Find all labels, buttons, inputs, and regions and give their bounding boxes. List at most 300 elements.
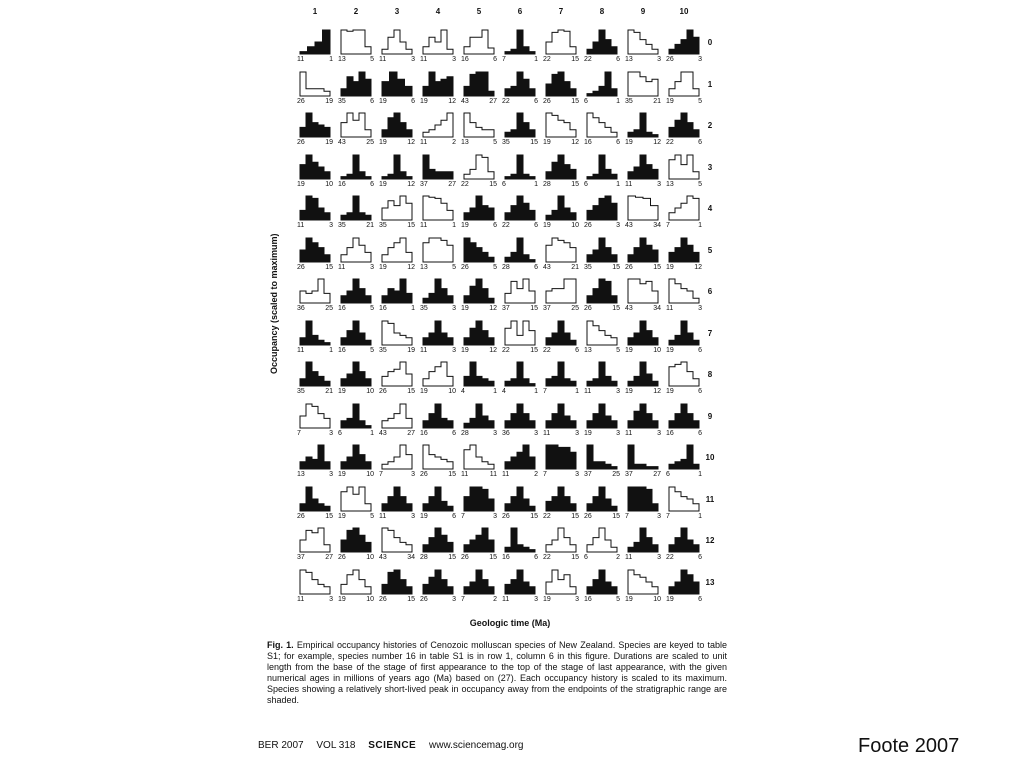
occupancy-history	[420, 277, 456, 312]
last-appearance-age: 3	[698, 56, 702, 63]
first-appearance-age: 22	[584, 56, 592, 63]
last-appearance-age: 3	[575, 595, 579, 603]
history-plot	[382, 568, 412, 594]
history-plot	[546, 111, 576, 137]
last-appearance-age: 27	[325, 554, 333, 561]
first-appearance-age: 19	[297, 180, 305, 188]
first-appearance-age: 6	[584, 180, 588, 188]
last-appearance-age: 1	[534, 388, 538, 395]
last-appearance-age: 15	[571, 512, 579, 520]
occupancy-history	[543, 277, 579, 312]
occupancy-history	[461, 319, 497, 354]
history-plot	[423, 402, 453, 428]
occupancy-history	[584, 443, 620, 478]
occupancy-history	[461, 194, 497, 229]
history-step-shaded	[341, 404, 371, 428]
history-plot	[341, 443, 371, 469]
occupancy-history	[379, 70, 415, 105]
history-plot	[382, 277, 412, 303]
history-plot	[628, 277, 658, 303]
history-plot	[505, 319, 535, 345]
history-plot	[300, 360, 330, 386]
history-plot	[382, 443, 412, 469]
last-appearance-age: 1	[698, 512, 702, 520]
occupancy-history	[584, 111, 620, 146]
history-step-shaded	[587, 570, 617, 594]
history-step	[341, 487, 371, 511]
last-appearance-age: 25	[612, 471, 620, 478]
history-plot	[300, 402, 330, 428]
history-plot	[382, 319, 412, 345]
last-appearance-age: 3	[616, 388, 620, 395]
first-appearance-age: 16	[338, 180, 346, 188]
last-appearance-age: 5	[370, 305, 374, 312]
history-plot	[669, 28, 699, 54]
last-appearance-age: 34	[653, 222, 661, 229]
first-appearance-age: 35	[338, 97, 346, 105]
history-step	[669, 487, 699, 511]
history-plot	[587, 360, 617, 386]
history-plot	[341, 236, 371, 262]
history-plot	[628, 28, 658, 54]
history-step	[382, 30, 412, 54]
history-plot	[505, 194, 535, 220]
column-number: 9	[640, 7, 646, 16]
history-step-shaded	[505, 238, 535, 262]
history-step-shaded	[300, 113, 330, 137]
history-plot	[464, 28, 494, 54]
history-step	[341, 30, 371, 54]
first-appearance-age: 7	[502, 56, 506, 63]
history-step-shaded	[423, 321, 453, 345]
first-appearance-age: 16	[584, 595, 592, 603]
history-step-shaded	[546, 487, 576, 511]
first-appearance-age: 7	[543, 471, 547, 478]
last-appearance-age: 10	[325, 180, 333, 188]
history-plot	[628, 360, 658, 386]
history-plot	[341, 568, 371, 594]
history-step-shaded	[300, 30, 330, 54]
first-appearance-age: 22	[666, 139, 674, 146]
history-step-shaded	[505, 445, 535, 469]
history-step	[628, 570, 658, 594]
history-plot	[341, 360, 371, 386]
first-appearance-age: 19	[379, 139, 387, 146]
last-appearance-age: 6	[698, 554, 702, 561]
history-step-shaded	[464, 238, 494, 262]
occupancy-history	[297, 485, 333, 520]
first-appearance-age: 13	[420, 263, 428, 271]
history-step	[587, 528, 617, 552]
history-step	[669, 196, 699, 220]
occupancy-history	[584, 236, 620, 271]
first-appearance-age: 26	[297, 97, 305, 105]
last-appearance-age: 25	[571, 305, 579, 312]
history-plot	[546, 153, 576, 179]
history-step-shaded	[423, 570, 453, 594]
history-step-shaded	[300, 238, 330, 262]
history-plot	[382, 28, 412, 54]
history-plot	[300, 70, 330, 96]
history-plot	[587, 277, 617, 303]
history-plot	[587, 236, 617, 262]
last-appearance-age: 12	[694, 263, 702, 271]
last-appearance-age: 5	[452, 263, 456, 271]
history-step	[464, 445, 494, 469]
history-plot	[464, 319, 494, 345]
last-appearance-age: 12	[407, 180, 415, 188]
occupancy-history	[379, 526, 415, 561]
occupancy-history	[584, 70, 620, 105]
history-plot	[505, 526, 535, 552]
history-plot	[546, 236, 576, 262]
history-step-shaded	[505, 72, 535, 96]
last-appearance-age: 1	[452, 222, 456, 229]
history-plot	[423, 526, 453, 552]
occupancy-history	[666, 277, 702, 312]
first-appearance-age: 6	[338, 429, 342, 437]
occupancy-history	[625, 402, 661, 437]
first-appearance-age: 36	[297, 305, 305, 312]
occupancy-history	[461, 153, 497, 188]
history-plot	[628, 402, 658, 428]
history-step-shaded	[546, 196, 576, 220]
first-appearance-age: 13	[584, 346, 592, 354]
history-plot	[423, 568, 453, 594]
last-appearance-age: 3	[411, 56, 415, 63]
occupancy-history	[543, 70, 579, 105]
history-step-shaded	[546, 362, 576, 386]
history-plot	[587, 319, 617, 345]
first-appearance-age: 19	[625, 388, 633, 395]
first-appearance-age: 19	[420, 512, 428, 520]
history-plot	[423, 485, 453, 511]
history-plot	[669, 70, 699, 96]
history-plot	[464, 277, 494, 303]
first-appearance-age: 11	[584, 388, 592, 395]
column-number: 8	[599, 7, 605, 16]
last-appearance-age: 12	[448, 97, 456, 105]
first-appearance-age: 6	[666, 471, 670, 478]
first-appearance-age: 22	[502, 97, 510, 105]
history-step	[464, 113, 494, 137]
history-plot	[587, 111, 617, 137]
occupancy-history	[420, 319, 456, 354]
first-appearance-age: 11	[461, 471, 469, 478]
column-number: 10	[679, 7, 689, 16]
occupancy-history	[666, 360, 702, 395]
last-appearance-age: 3	[657, 429, 661, 437]
last-appearance-age: 2	[616, 554, 620, 561]
first-appearance-age: 19	[338, 512, 346, 520]
row-number: 13	[705, 577, 715, 587]
first-appearance-age: 16	[666, 429, 674, 437]
first-appearance-age: 19	[338, 471, 346, 478]
history-plot	[464, 236, 494, 262]
first-appearance-age: 11	[420, 222, 428, 229]
first-appearance-age: 11	[420, 139, 428, 146]
last-appearance-age: 15	[489, 180, 497, 188]
occupancy-history	[625, 194, 661, 229]
history-plot	[423, 319, 453, 345]
first-appearance-age: 26	[461, 554, 469, 561]
history-step-shaded	[382, 72, 412, 96]
first-appearance-age: 19	[461, 222, 469, 229]
history-step-shaded	[587, 72, 617, 96]
occupancy-history	[502, 526, 538, 561]
occupancy-history	[543, 236, 579, 271]
occupancy-history	[338, 70, 374, 105]
history-plot	[423, 194, 453, 220]
first-appearance-age: 4	[502, 388, 506, 395]
occupancy-history	[543, 568, 579, 603]
occupancy-history	[625, 277, 661, 312]
first-appearance-age: 19	[379, 263, 387, 271]
first-appearance-age: 11	[420, 346, 428, 354]
history-plot	[382, 485, 412, 511]
first-appearance-age: 19	[379, 97, 387, 105]
row-number: 7	[707, 328, 713, 338]
figure-caption	[267, 640, 727, 706]
history-plot	[669, 360, 699, 386]
first-appearance-age: 4	[461, 388, 465, 395]
history-step-shaded	[505, 528, 535, 552]
history-plot	[382, 360, 412, 386]
occupancy-history	[625, 443, 661, 478]
occupancy-history	[338, 568, 374, 603]
history-plot	[628, 319, 658, 345]
occupancy-history	[420, 402, 456, 437]
occupancy-history	[666, 319, 702, 354]
history-plot	[341, 485, 371, 511]
history-plot	[423, 28, 453, 54]
history-plot	[505, 568, 535, 594]
last-appearance-age: 3	[370, 263, 374, 271]
history-plot	[300, 194, 330, 220]
occupancy-history	[338, 485, 374, 520]
history-plot	[382, 111, 412, 137]
history-plot	[546, 402, 576, 428]
last-appearance-age: 15	[612, 263, 620, 271]
occupancy-history	[297, 70, 333, 105]
first-appearance-age: 19	[666, 595, 674, 603]
history-plot	[628, 485, 658, 511]
occupancy-history	[543, 319, 579, 354]
last-appearance-age: 3	[452, 56, 456, 63]
first-appearance-age: 11	[338, 263, 346, 271]
occupancy-history	[338, 443, 374, 478]
column-number: 3	[394, 7, 400, 16]
history-plot	[546, 485, 576, 511]
history-plot	[300, 111, 330, 137]
first-appearance-age: 35	[584, 263, 592, 271]
footer-volume: VOL 318	[316, 740, 356, 751]
first-appearance-age: 26	[420, 595, 428, 603]
occupancy-history	[420, 568, 456, 603]
history-plot	[505, 360, 535, 386]
first-appearance-age: 19	[666, 388, 674, 395]
last-appearance-age: 10	[653, 346, 661, 354]
history-step	[300, 72, 330, 96]
occupancy-history	[297, 111, 333, 146]
occupancy-history	[502, 194, 538, 229]
history-step-shaded	[464, 528, 494, 552]
occupancy-history	[625, 111, 661, 146]
last-appearance-age: 3	[657, 180, 661, 188]
history-plot	[628, 111, 658, 137]
last-appearance-age: 1	[534, 56, 538, 63]
first-appearance-age: 26	[297, 263, 305, 271]
history-plot	[505, 402, 535, 428]
last-appearance-age: 3	[657, 512, 661, 520]
occupancy-history	[379, 443, 415, 478]
history-plot	[546, 28, 576, 54]
history-plot	[423, 277, 453, 303]
occupancy-history	[338, 153, 374, 188]
history-plot	[546, 443, 576, 469]
history-step-shaded	[464, 362, 494, 386]
history-step-shaded	[382, 570, 412, 594]
last-appearance-age: 3	[329, 222, 333, 229]
occupancy-history	[666, 568, 702, 603]
history-step	[464, 155, 494, 179]
history-plot	[546, 360, 576, 386]
history-plot	[669, 526, 699, 552]
history-plot	[341, 277, 371, 303]
first-appearance-age: 26	[379, 388, 387, 395]
occupancy-history	[379, 319, 415, 354]
first-appearance-age: 16	[584, 139, 592, 146]
last-appearance-age: 3	[329, 595, 333, 603]
history-step	[628, 279, 658, 303]
history-step-shaded	[505, 113, 535, 137]
history-step-shaded	[669, 404, 699, 428]
last-appearance-age: 27	[489, 97, 497, 105]
occupancy-history	[625, 526, 661, 561]
last-appearance-age: 12	[489, 305, 497, 312]
history-plot	[669, 443, 699, 469]
first-appearance-age: 43	[461, 97, 469, 105]
occupancy-history	[584, 402, 620, 437]
last-appearance-age: 15	[653, 263, 661, 271]
row-number: 5	[707, 245, 713, 255]
history-step	[669, 72, 699, 96]
last-appearance-age: 6	[616, 56, 620, 63]
history-plot	[587, 526, 617, 552]
occupancy-history	[666, 153, 702, 188]
history-plot	[341, 70, 371, 96]
last-appearance-age: 6	[534, 263, 538, 271]
history-step-shaded	[300, 155, 330, 179]
history-step-shaded	[669, 445, 699, 469]
first-appearance-age: 6	[584, 97, 588, 105]
occupancy-history	[420, 485, 456, 520]
last-appearance-age: 6	[452, 512, 456, 520]
occupancy-history	[379, 111, 415, 146]
last-appearance-age: 3	[452, 305, 456, 312]
figure-number: Fig. 1.	[267, 640, 294, 650]
history-step	[300, 404, 330, 428]
first-appearance-age: 6	[502, 180, 506, 188]
last-appearance-age: 21	[571, 263, 579, 271]
occupancy-history	[338, 402, 374, 437]
first-appearance-age: 16	[338, 305, 346, 312]
first-appearance-age: 16	[379, 305, 387, 312]
first-appearance-age: 19	[625, 139, 633, 146]
last-appearance-age: 1	[698, 222, 702, 229]
occupancy-history	[338, 111, 374, 146]
history-plot	[423, 443, 453, 469]
first-appearance-age: 37	[543, 305, 551, 312]
history-plot	[341, 28, 371, 54]
first-appearance-age: 37	[420, 180, 428, 188]
row-number: 12	[705, 536, 715, 545]
occupancy-history	[338, 236, 374, 271]
last-appearance-age: 25	[325, 305, 333, 312]
history-plot	[669, 111, 699, 137]
history-step-shaded	[382, 155, 412, 179]
history-step	[341, 238, 371, 262]
history-plot	[628, 526, 658, 552]
history-step	[546, 528, 576, 552]
history-plot	[382, 194, 412, 220]
occupancy-history	[666, 485, 702, 520]
history-step	[382, 238, 412, 262]
column-number: 1	[312, 7, 318, 16]
last-appearance-age: 6	[534, 222, 538, 229]
last-appearance-age: 6	[698, 346, 702, 354]
first-appearance-age: 19	[666, 346, 674, 354]
column-number: 7	[558, 7, 564, 16]
history-step-shaded	[546, 155, 576, 179]
last-appearance-age: 6	[698, 429, 702, 437]
history-step-shaded	[505, 404, 535, 428]
history-plot	[464, 111, 494, 137]
history-plot	[587, 443, 617, 469]
first-appearance-age: 11	[666, 305, 674, 312]
history-plot	[300, 277, 330, 303]
first-appearance-age: 11	[625, 429, 633, 437]
occupancy-history	[543, 111, 579, 146]
occupancy-history	[297, 28, 333, 63]
history-step	[423, 362, 453, 386]
history-plot	[464, 568, 494, 594]
last-appearance-age: 3	[329, 429, 333, 437]
last-appearance-age: 6	[698, 595, 702, 603]
history-step-shaded	[587, 238, 617, 262]
first-appearance-age: 16	[461, 56, 469, 63]
last-appearance-age: 12	[407, 139, 415, 146]
history-plot	[587, 153, 617, 179]
occupancy-history	[625, 568, 661, 603]
history-step-shaded	[628, 445, 658, 469]
occupancy-history	[461, 111, 497, 146]
last-appearance-age: 19	[325, 139, 333, 146]
occupancy-history	[461, 70, 497, 105]
last-appearance-age: 6	[534, 554, 538, 561]
history-step	[382, 528, 412, 552]
history-step-shaded	[587, 487, 617, 511]
occupancy-history	[666, 28, 702, 63]
history-plot	[546, 70, 576, 96]
occupancy-history	[502, 402, 538, 437]
history-plot	[669, 236, 699, 262]
first-appearance-age: 37	[584, 471, 592, 478]
history-step-shaded	[464, 570, 494, 594]
last-appearance-age: 6	[698, 388, 702, 395]
history-step	[423, 445, 453, 469]
last-appearance-age: 10	[366, 388, 374, 395]
